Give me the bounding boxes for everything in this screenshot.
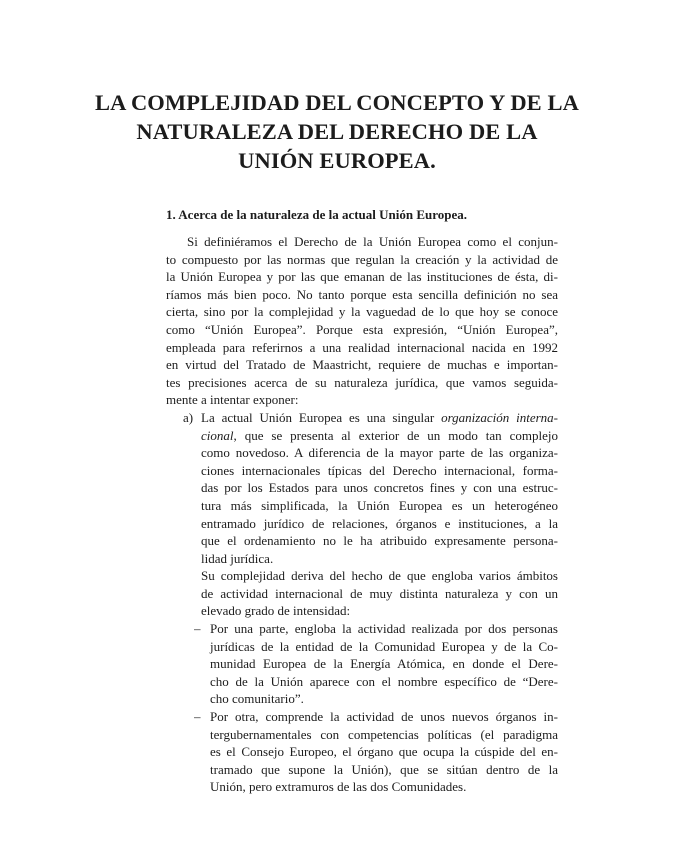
paragraph-line: tura más simplificada, la Unión Europea es un heterogéneo [201, 497, 558, 513]
paragraph-line: Su complejidad deriva del hecho de que engloba varios ámbitos [201, 568, 558, 584]
chapter-title [60, 88, 614, 175]
paragraph-line: cho comunitario”. [210, 691, 304, 707]
paragraph-line: lidad jurídica. [201, 550, 274, 566]
body-text [166, 233, 558, 796]
paragraph-line: Por otra, comprende la actividad de unos nuevos órganos in- [210, 709, 558, 725]
dash-list-item [166, 620, 558, 708]
text-run: La actual Unión Europea es una singular [201, 409, 442, 425]
paragraph-line: Si definiéramos el Derecho de la Unión Europea como el conjun- [187, 234, 558, 249]
paragraph-line: empleada para referirnos a una realidad internacional nacida en 1992 [166, 339, 558, 355]
paragraph-line: Unión, pero extramuros de las dos Comunidades. [210, 779, 467, 795]
dash-marker: – [194, 621, 201, 637]
intro-paragraph [166, 233, 558, 409]
paragraph-line [166, 427, 558, 445]
dash-marker: – [194, 709, 201, 725]
paragraph-line: la Unión Europea y por las que emanan de las instituciones de ésta, di- [166, 269, 558, 285]
chapter-title-line: NATURALEZA DEL DERECHO DE LA [136, 119, 538, 144]
paragraph-line: tergubernamentales con competencias políticas (el paradigma [210, 726, 558, 742]
paragraph-line: cierta, sino por la complejidad y la vaguedad de lo que hoy se conoce [166, 304, 558, 320]
italic-term: cional [201, 427, 234, 443]
italic-term: organización interna- [441, 409, 558, 425]
paragraph-line: ciones internacionales típicas del Derecho internacional, forma- [201, 462, 558, 478]
text-run: , que se presenta al exterior de un modo tan complejo [233, 427, 558, 443]
paragraph-line: mente a intentar exponer: [166, 392, 299, 408]
paragraph-line: de actividad internacional de muy distinta naturaleza y con un [201, 585, 558, 601]
dash-list-item [166, 708, 558, 796]
paragraph-line: cho de la Unión aparece con el nombre específico de “Dere- [210, 673, 558, 689]
list-marker: a) [183, 409, 194, 425]
paragraph-line: es el Consejo Europeo, el órgano que ocupa la cúspide del en- [210, 744, 558, 760]
paragraph-line: como “Unión Europea”. Porque esta expresión, “Unión Europea”, [166, 321, 558, 337]
chapter-title-line: LA COMPLEJIDAD DEL CONCEPTO Y DE LA [95, 90, 579, 115]
paragraph-line: elevado grado de intensidad: [201, 603, 351, 619]
paragraph-line: tes precisiones acerca de su naturaleza jurídica, que vamos seguida- [166, 374, 558, 390]
paragraph-line: jurídicas de la entidad de la Comunidad Europea y de la Co- [210, 638, 558, 654]
paragraph-line: entramado jurídico de relaciones, órganos e instituciones, a la [201, 515, 558, 531]
paragraph-line: to compuesto por las normas que regulan la creación y la actividad de [166, 251, 558, 267]
section-heading: 1. Acerca de la naturaleza de la actual Unión Europea. [166, 207, 468, 222]
paragraph-line: ríamos más bien poco. No tanto porque esta sencilla definición no sea [166, 286, 558, 302]
list-item-a [166, 409, 558, 620]
paragraph-line: das por los Estados para unos concretos fines y con una estruc- [201, 480, 558, 496]
paragraph-line: Por una parte, engloba la actividad realizada por dos personas [210, 621, 558, 637]
chapter-title-line: UNIÓN EUROPEA. [238, 148, 436, 173]
paragraph-line: como novedoso. A diferencia de la mayor parte de las organiza- [201, 445, 558, 461]
paragraph-line: en virtud del Tratado de Maastricht, requiere de muchas e importan- [166, 357, 558, 373]
paragraph-line: tramado que supone la Unión), que se sitúan dentro de la [210, 761, 558, 777]
paragraph-line [166, 409, 558, 427]
paragraph-line: munidad Europea de la Energía Atómica, en donde el Dere- [210, 656, 558, 672]
paragraph-line: que el ordenamiento no le ha atribuido expresamente persona- [201, 533, 558, 549]
